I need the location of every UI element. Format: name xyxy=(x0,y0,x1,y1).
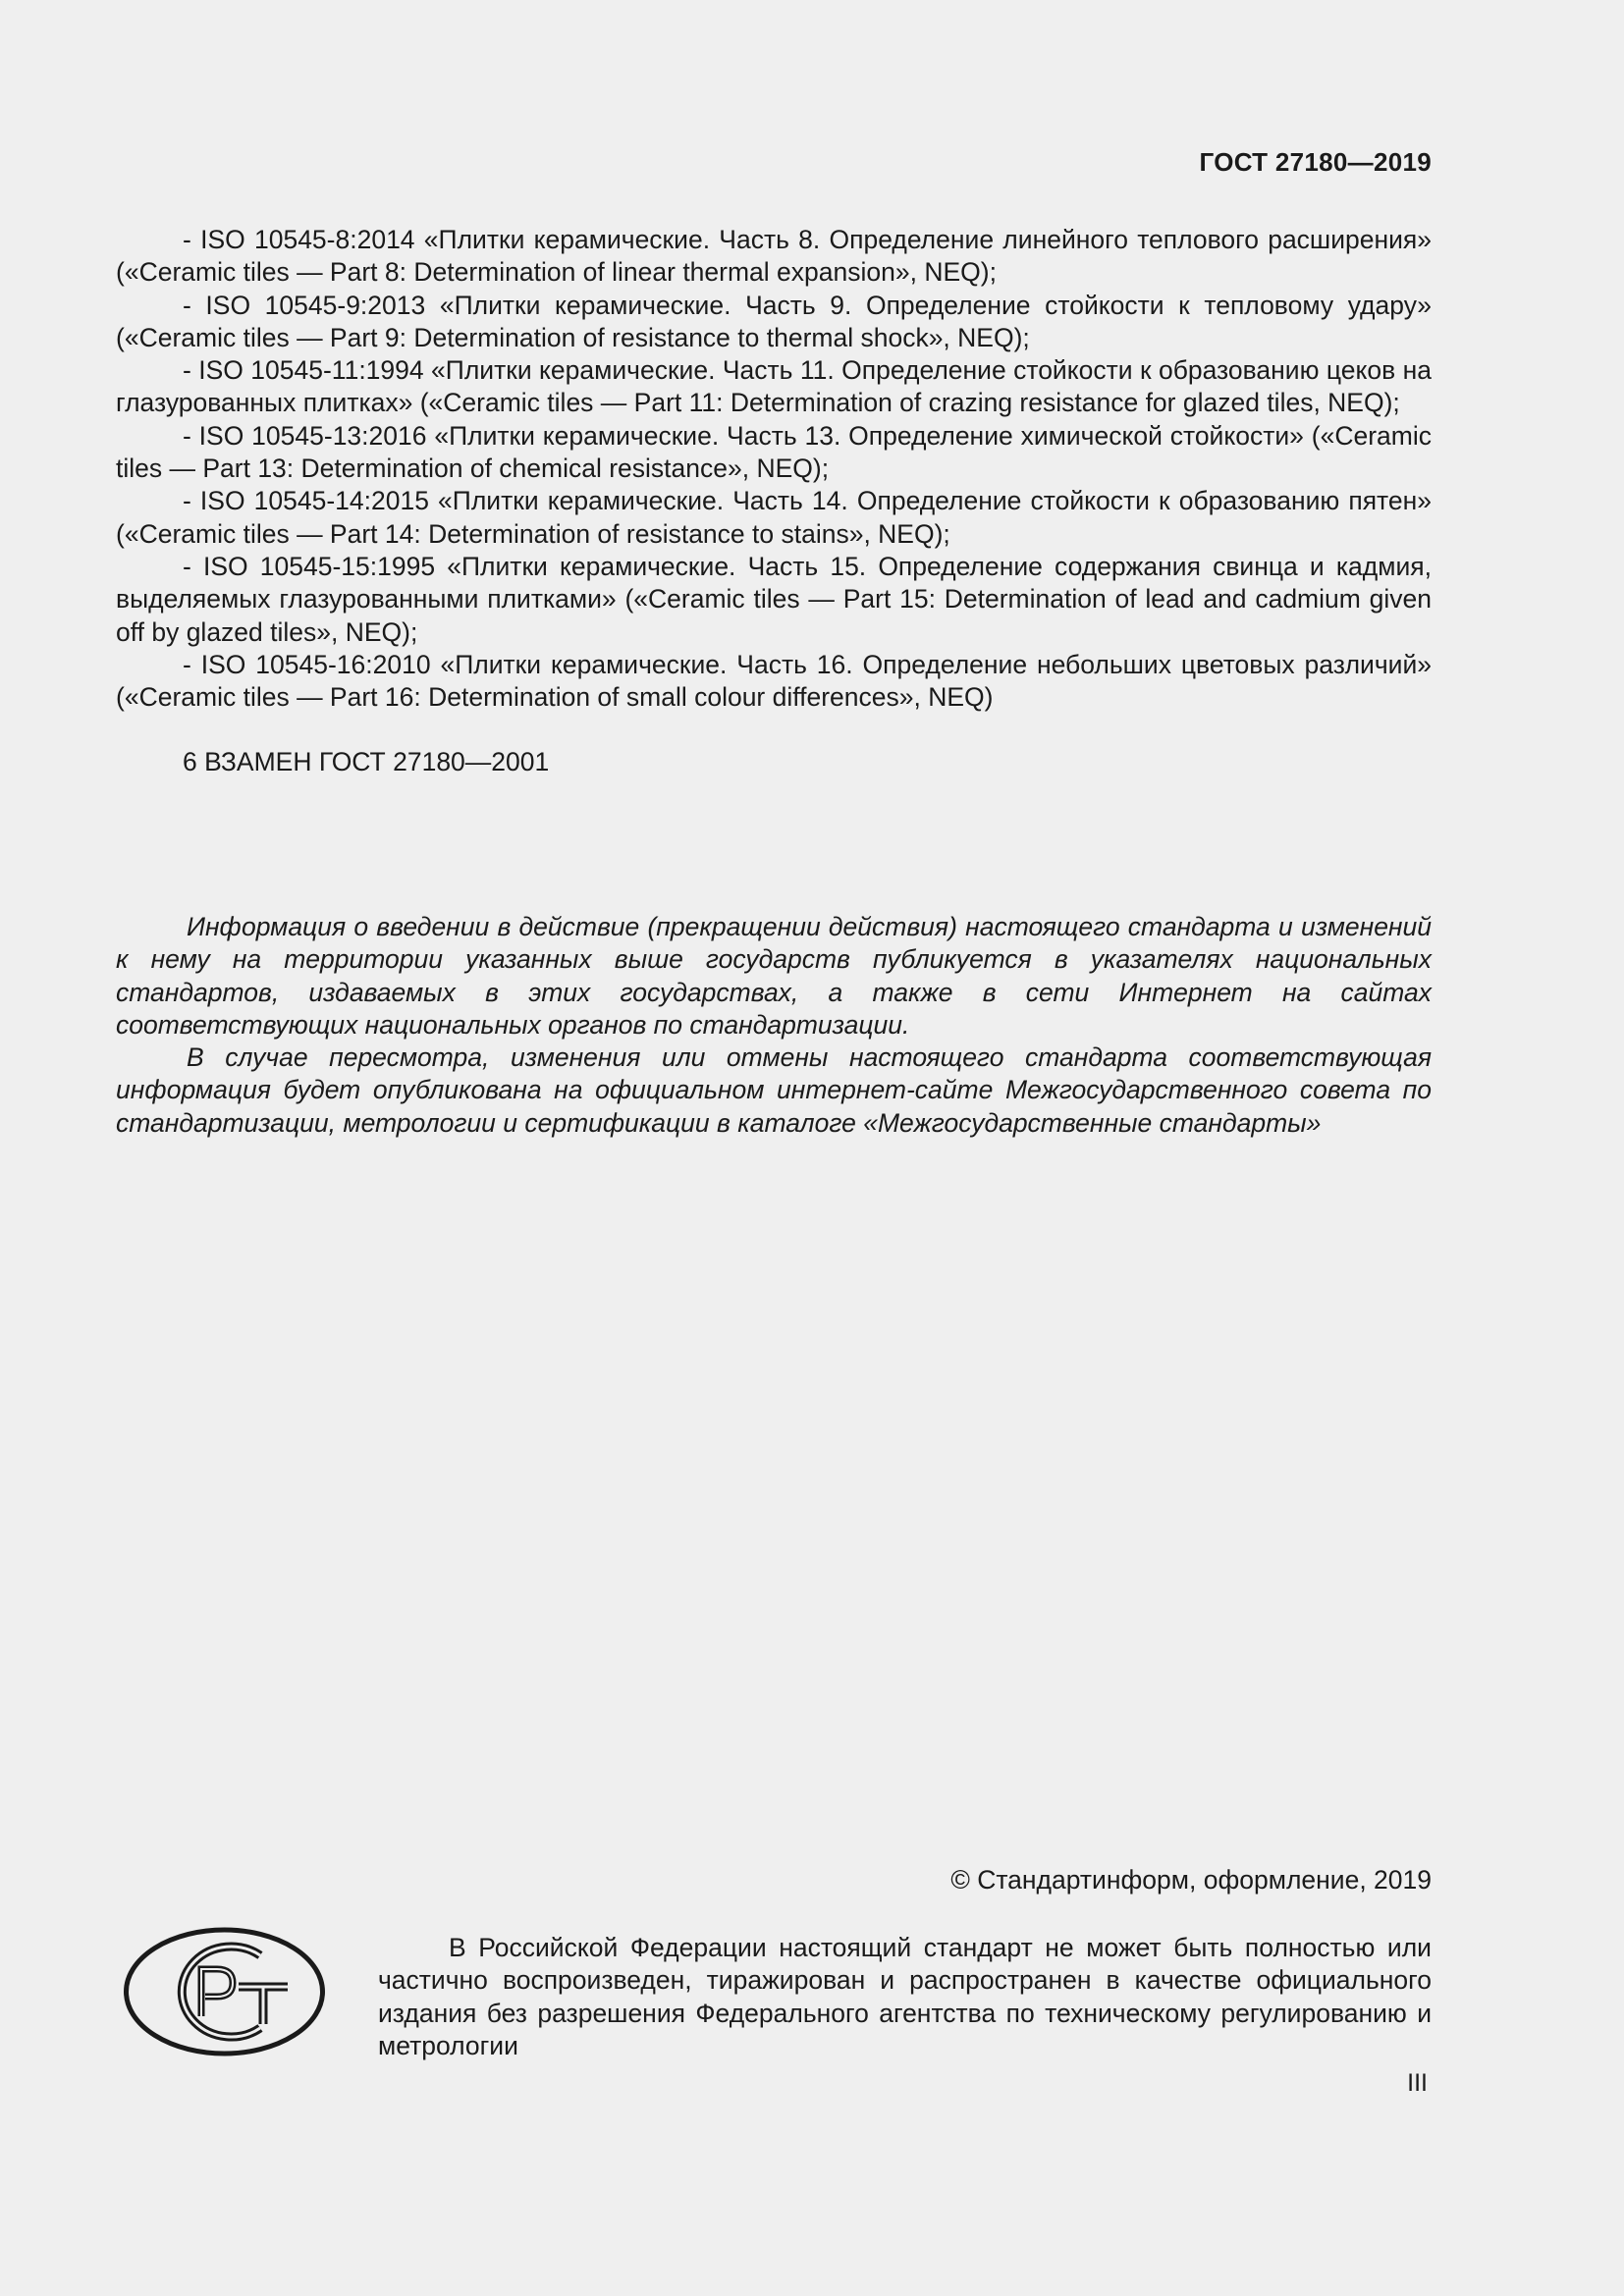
reproduction-notice xyxy=(378,1932,1432,2062)
replaced-standard: 6 ВЗАМЕН ГОСТ 27180—2001 xyxy=(183,747,550,777)
reference-item: - ISO 10545-14:2015 «Плитки керамические. Часть 14. Определение стойкости к образованию пятен» («Ceramic tiles — Part 14: Determination of resistance to stains», NEQ); xyxy=(116,486,1432,549)
page-number: III xyxy=(1407,2069,1428,2097)
info-section xyxy=(116,911,1432,1140)
references-section xyxy=(116,224,1432,805)
standard-code-header: ГОСТ 27180—2019 xyxy=(1199,147,1432,177)
reference-item: - ISO 10545-8:2014 «Плитки керамические. Часть 8. Определение линейного теплового расширения» («Ceramic tiles — Part 8: Determination of linear thermal expansion», NEQ); xyxy=(116,225,1432,288)
rst-certification-mark-icon xyxy=(123,1926,326,2057)
copyright-notice: © Стандартинформ, оформление, 2019 xyxy=(950,1865,1432,1895)
reproduction-notice-text: В Российской Федерации настоящий стандарт не может быть полностью или частично воспроизведен, тиражирован и распространен в качестве официального издания без разрешения Федерального агентства по техническому регулированию и метрологии xyxy=(378,1933,1432,2060)
reference-item: - ISO 10545-9:2013 «Плитки керамические. Часть 9. Определение стойкости к тепловому удару» («Ceramic tiles — Part 9: Determination of resistance to thermal shock», NEQ); xyxy=(116,290,1432,352)
reference-item: - ISO 10545-16:2010 «Плитки керамические. Часть 16. Определение небольших цветовых различий» («Ceramic tiles — Part 16: Determination of small colour differences», NEQ) xyxy=(116,649,1432,713)
reference-item: - ISO 10545-13:2016 «Плитки керамические. Часть 13. Определение химической стойкости» («Ceramic tiles — Part 13: Determination of chemical resistance», NEQ); xyxy=(116,420,1432,484)
info-paragraph: В случае пересмотра, изменения или отмены настоящего стандарта соответствующая информация будет опубликована на официальном интернет-сайте Межгосударственного совета по стандартизации, метрологии и сертификации в каталоге «Межгосударственные стандарты» xyxy=(116,1042,1432,1138)
reference-item: - ISO 10545-15:1995 «Плитки керамические. Часть 15. Определение содержания свинца и кадмия, выделяемых глазурованными плитками» («Ceramic tiles — Part 15: Determination of lead and cadmium given off by glazed tiles», NEQ); xyxy=(116,551,1432,647)
info-paragraph: Информация о введении в действие (прекращении действия) настоящего стандарта и изменений к нему на территории указанных выше государств публикуется в указателях национальных стандартов, издаваемых в этих государствах, а также в сети Интернет на сайтах соответствующих национальных органов по стандартизации. xyxy=(116,912,1432,1040)
reference-item: - ISO 10545-11:1994 «Плитки керамические. Часть 11. Определение стойкости к образованию цеков на глазурованных плитках» («Ceramic tiles — Part 11: Determination of crazing resistance for glazed tiles, NEQ); xyxy=(116,355,1432,418)
